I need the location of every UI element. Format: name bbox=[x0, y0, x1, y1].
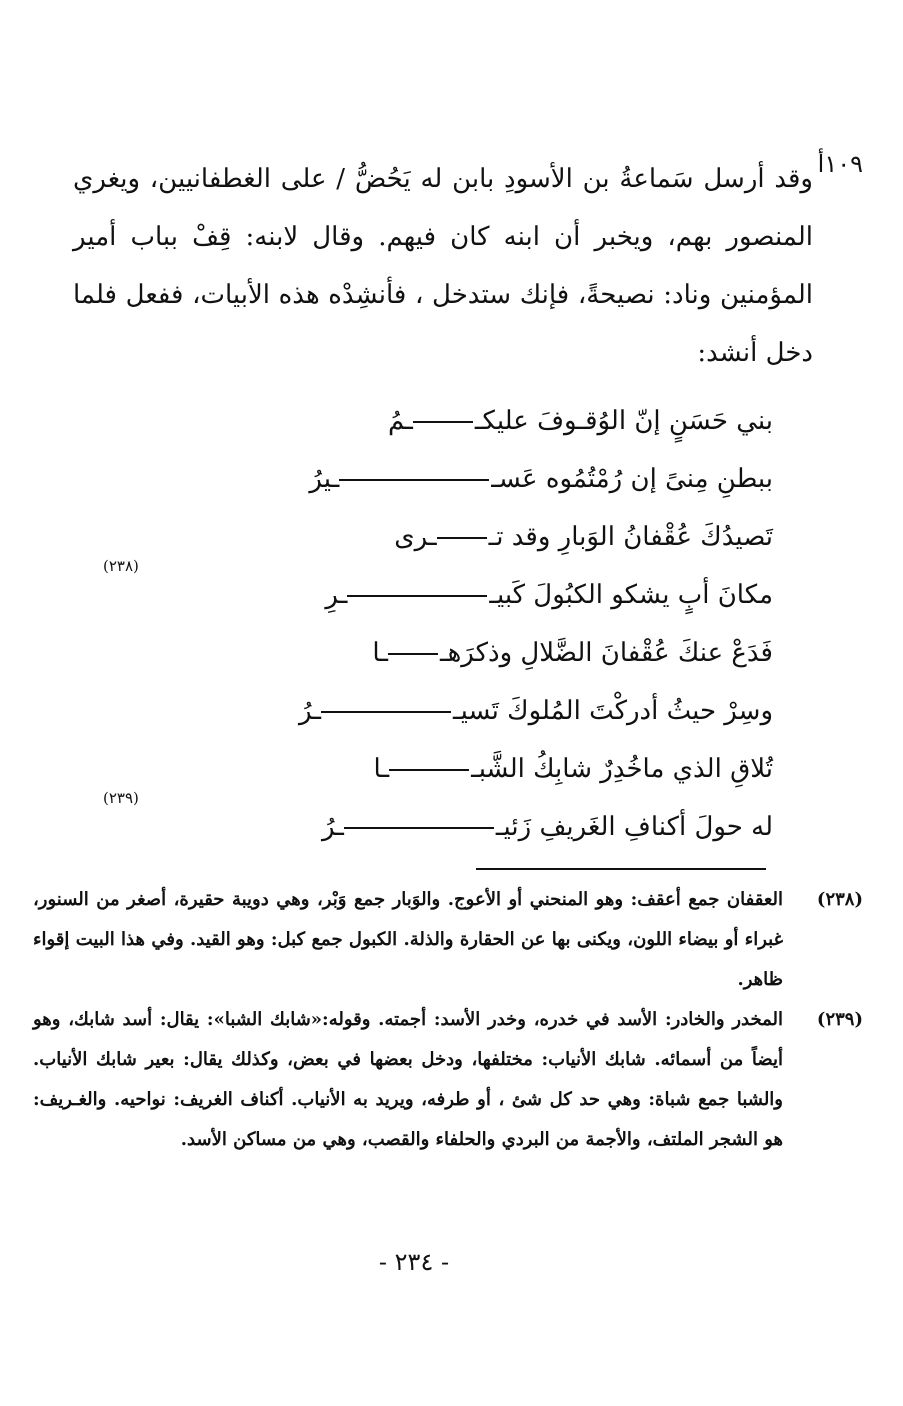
footnote-ref-239[interactable]: (٢٣٩) bbox=[103, 789, 139, 807]
verse-text: مكانَ أبٍ يشكو الكبُولَ كَبيـ bbox=[489, 580, 773, 610]
verse-ending: ـرى bbox=[394, 522, 437, 552]
poem bbox=[73, 392, 773, 856]
footnote-238 bbox=[33, 880, 863, 1000]
folio-marker: ١٠٩أ bbox=[817, 150, 863, 178]
footnote-ref-238[interactable]: (٢٣٨) bbox=[103, 557, 139, 575]
verse-line bbox=[73, 450, 773, 508]
verse-line bbox=[73, 508, 773, 566]
kashida-line bbox=[321, 711, 451, 713]
verse-ending: ـرِ bbox=[325, 580, 348, 610]
kashida-line bbox=[339, 479, 489, 481]
kashida-line bbox=[437, 537, 487, 539]
footnote-239 bbox=[33, 1000, 863, 1160]
kashida-line bbox=[413, 421, 473, 423]
kashida-line bbox=[347, 595, 487, 597]
verse-ending: ـيرُ bbox=[309, 464, 340, 494]
verse-text: وسِرْ حيثُ أدركْتَ المُلوكَ تَسيـ bbox=[453, 696, 773, 726]
verse-line bbox=[73, 789, 773, 856]
verse-text: فَدَعْ عنكَ عُقْفانَ الضَّلالِ وذكرَهـ bbox=[439, 638, 773, 668]
footnote-number: (٢٣٨) bbox=[816, 889, 863, 910]
verse-text: له حولَ أكنافِ الغَريفِ زَئيـ bbox=[495, 812, 773, 842]
verse-ending: ـا bbox=[373, 754, 390, 784]
verse-ending: ـمُ bbox=[387, 406, 413, 436]
verse-line bbox=[73, 624, 773, 682]
footnotes bbox=[33, 880, 863, 1160]
intro-paragraph: وقد أرسل سَماعةُ بن الأسودِ بابن له يَحُضُّ / على الغطفانيين، ويغري المنصور بهم، ويخبر أن ابنه كان فيهم. وقال لابنه: قِفْ بباب أمير المؤمنين وناد: نصيحةً، فإنك ستدخل ، فأنشِدْه هذه الأبيات، ففعل فلما دخل أنشد: bbox=[73, 164, 813, 368]
verse-line bbox=[73, 557, 773, 624]
verse-ending: ـا bbox=[372, 638, 388, 668]
verse-ending: ـرُ bbox=[321, 812, 344, 842]
verse-text: بني حَسَنٍ إنّ الوُقـوفَ عليكـ bbox=[474, 406, 773, 436]
verse-line bbox=[73, 682, 773, 740]
verse-text: تَصيدُكَ عُقْفانُ الوَبارِ وقد تـ bbox=[488, 522, 773, 552]
verse-text: تُلاقِ الذي ماخُدِرٌ شابِكُ الشَّبـ bbox=[471, 754, 773, 784]
page-number: - ٢٣٤ - bbox=[378, 1248, 450, 1276]
verse-text: ببطنِ مِنىً إن رُمْتُمُوه عَسـ bbox=[491, 464, 773, 494]
verse-line bbox=[73, 740, 773, 798]
footnote-text: العقفان جمع أعقف: وهو المنحني أو الأعوج. والوَبار جمع وَبْر، وهي دويبة حقيرة، أصغر من السنور، غبراء أو بيضاء اللون، ويكنى بها عن الحقارة والذلة. الكبول جمع كبل: وهو القيد. وفي هذا البيت إقواء ظاهر. bbox=[33, 889, 783, 990]
verse-line bbox=[73, 392, 773, 450]
verse-ending: ـرُ bbox=[299, 696, 321, 726]
footnote-number: (٢٣٩) bbox=[816, 1009, 863, 1030]
kashida-line bbox=[344, 827, 494, 829]
footnote-separator bbox=[476, 868, 766, 870]
kashida-line bbox=[388, 653, 438, 655]
kashida-line bbox=[389, 769, 469, 771]
footnote-text: المخدر والخادر: الأسد في خدره، وخدر الأسد: أجمته. وقوله:«شابك الشبا»: يقال: أسد شابك، وهو أيضاً من أسمائه. شابك الأنياب: مختلفها، ودخل بعضها في بعض، وكذلك يقال: بعير شابك الأنياب. والشبا جمع شباة: وهي حد كل شئ ، أو طرفه، ويريد به الأنياب. أكناف الغريف: نواحيه. والغـريف: هو الشجر الملتف، والأجمة من البردي والحلفاء والقصب، وهي من مساكن الأسد. bbox=[33, 1009, 783, 1150]
